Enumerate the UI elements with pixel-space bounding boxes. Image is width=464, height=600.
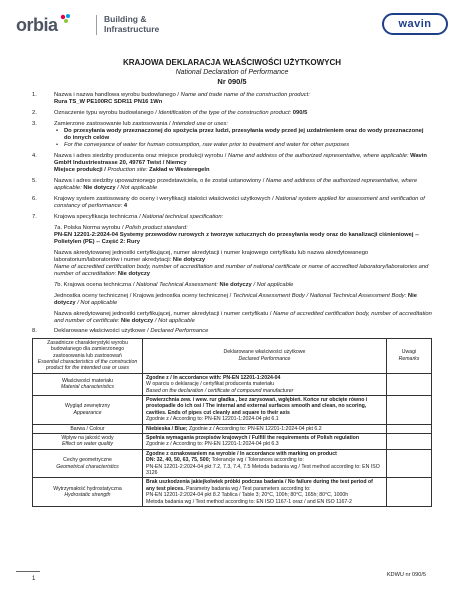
orbia-wordmark: orbia <box>16 14 58 35</box>
page-header <box>16 12 448 38</box>
orbia-dots-icon <box>59 12 73 26</box>
wavin-wordmark: wavin <box>398 18 432 30</box>
doc-title: KRAJOWA DEKLARACJA WŁAŚCIWOŚCI UŻYTKOWYCH <box>122 58 342 67</box>
item-7-technical-spec: 7. Krajowa specyfikacja techniczna / National technical specification: <box>32 213 224 220</box>
doc-number: Nr 090/5 <box>217 77 247 86</box>
item-4-manufacturer: 4. Nazwa i adres siedziby producenta oraz miejsce produkcji wyrobu / Name and address of the authorized representative, where applicable: Wavin GmbH Industriestrasse 20, 49767 Twist / Niemcy Miejsce produkcji / Production site: Zakład w Westeregeln <box>32 152 427 174</box>
declaration-document <box>32 58 432 507</box>
table-row: Wygląd zewnętrzny Appearance Powierzchnia zew. i wew. rur gładka , bez zarysowań, wgłębień. Końce rur obcięte równo i prostopadle do ich osi / The internal and external surfaces smooth and clean, no scoring, cavities. Ends of pipes cut cleanly and square to their axis Zgodnie z / According to: PN-EN 12201-1:2024-04 pkt 6.1 <box>33 395 432 424</box>
header-remarks: Uwagi Remarks <box>387 338 432 373</box>
item-5-representative: 5. Nazwa i adres siedziby upoważnionego przedstawiciela, o ile został ustanowiony / Name and address of the authorized representative, where applicable: Nie dotyczy / Not applicable <box>32 178 418 192</box>
item-6-national-system: 6. Krajowy system zastosowany do oceny i weryfikacji stałości właściwości użytkowych / National system applied for assessment and verification of constancy of performance: 4 <box>32 195 425 210</box>
footer-rule <box>16 571 40 572</box>
header-characteristics: Zasadnicze charakterystyki wyrobu budowlanego dla zamierzonego zastosowania lub zastosowań Essential characteristics of the construction product for the intended use or uses <box>33 338 143 373</box>
item-7a-cert-body: Nazwa akredytowanej jednostki certyfikującej, numer akredytacji i numer krajowego certyfikatu lub nazwa akredytowanego laboratorium/laboratoriów i numer akredytacji: Nie dotyczy Name of accredited certification body, number of accreditation and number of national certificate or name of accredited laboratory/laboratories and number of accreditation: Nie dotyczy <box>54 249 429 278</box>
item-7b-assessment-body: Jednostka oceny technicznej / Krajowa jednostka oceny technicznej / Technical Assessment Body / National Technical Assessment Body: Nie dotyczy / Not applicable <box>54 292 417 306</box>
table-row: Właściwości materiału Material characteristics Zgodne z / In accordance with: PN-EN 12201-1:2024-04 W oparciu o deklarację / certyfikat producenta materiału Based on the declaration / certificate of compound manufacturer <box>33 373 432 395</box>
building-infrastructure-label: Building & Infrastructure <box>104 14 160 34</box>
table-row: Wpływ na jakość wody Effect on water quality Spełnia wymagania przepisów krajowych / Fulfill the requirements of Polish regulation Zgodnie z / According to: PN-EN 12201-1:2024-04 pkt 6.3 <box>33 433 432 449</box>
item-2-type-id: 2. Oznaczenie typu wyrobu budowlanego / Identification of the type of the construction product: 090/5 <box>32 109 308 116</box>
item-7a-standard: 7a. Polska Norma wyrobu / Polish product standard: PN-EN 12201-2:2024-04 Systemy przewodów rurowych z tworzyw sztucznych do przesyłania wody oraz do kanalizacji ciśnieniowej -- Polietylen (PE) -- Część 2: Rury <box>54 224 419 245</box>
item-7b-cert-body: Nazwa akredytowanej jednostki certyfikującej, numer akredytacji i numer certyfikatu / Name of accredited certification body, number of accreditation and number of certificate: Nie dotyczy / Not applicable <box>54 310 432 324</box>
product-name-value: Rura TS_W PE100RC SDR11 PN16 1Wn <box>54 99 163 106</box>
item-8-declared-performance: 8. Deklarowane właściwości użytkowe / Declared Performance <box>32 328 209 335</box>
wavin-logo <box>382 13 448 35</box>
item-1-product-name: 1. Nazwa i nazwa handlowa wyrobu budowlanego / Name and trade name of the construction product: Rura TS_W PE100RC SDR11 PN16 1Wn <box>32 92 310 106</box>
footer-doc-code: KDWU nr 090/5 <box>386 572 426 578</box>
table-row: Barwa / Colour Niebieska / Blue; Zgodnie z / According to: PN-EN 12201-1:2024-04 pkt 6.2 <box>33 424 432 433</box>
table-header-row <box>33 338 432 373</box>
intended-use-en: • For the conveyance of water for human consumption, raw water prior to treatment and water for other purposes <box>54 142 432 149</box>
doc-subtitle: National Declaration of Performance <box>175 69 289 76</box>
table-row: Wytrzymałość hydrostatyczna Hydrostatic strength Brak uszkodzenia jakiejkolwiek próbki podczas badania / No failure during the test period of any test pieces. Parametry badania wg / Test parameters according to: PN-EN 12201-2:2024-04 pkt 8.2 Tablica / Table 3; 20°C, 100h; 80°C, 165h; 80°C, 1000h Metoda badania wg / Test method according to: EN ISO 1167-1 oraz / and EN ISO 1167-2 <box>33 478 432 507</box>
header-divider <box>96 15 97 35</box>
item-3-intended-use: 3. Zamierzone zastosowanie lub zastosowania / Intended use or uses: • Do przesyłania wody przeznaczonej do spożycia przez ludzi, przesyłania wody przed jej uzdatnieniem oraz do wody przeznaczonej do innych celów • For the conveyance of water for human consumption, raw water prior to treatment and water for other purposes <box>32 121 432 150</box>
item-7b-assessment: 7b. Krajowa ocena techniczna / National Technical Assessment: Nie dotyczy / Not applicable <box>54 281 294 288</box>
intended-use-pl: • Do przesyłania wody przeznaczonej do spożycia przez ludzi, przesyłania wody przed jej uzdatnieniem oraz do wody przeznaczonej do innych celów <box>54 128 432 142</box>
performance-table <box>32 338 432 507</box>
orbia-logo <box>16 12 73 38</box>
page-number: 1 <box>32 576 36 582</box>
header-performance: Deklarowane właściwości użytkowe Declared Performance <box>143 338 387 373</box>
table-row: Cechy geometryczne Geometrical characteristics Zgodne z oznakowaniem na wyrobie / In accordance with marking on product DN: 32, 40, 50, 63, 75, 500; Tolerancje wg / Tolerances according to: PN-EN 12201-2:2024-04 pkt 7.2, 7.3, 7.4, 7.5 Metoda badania wg / Test method according to: EN ISO 3126 <box>33 449 432 478</box>
